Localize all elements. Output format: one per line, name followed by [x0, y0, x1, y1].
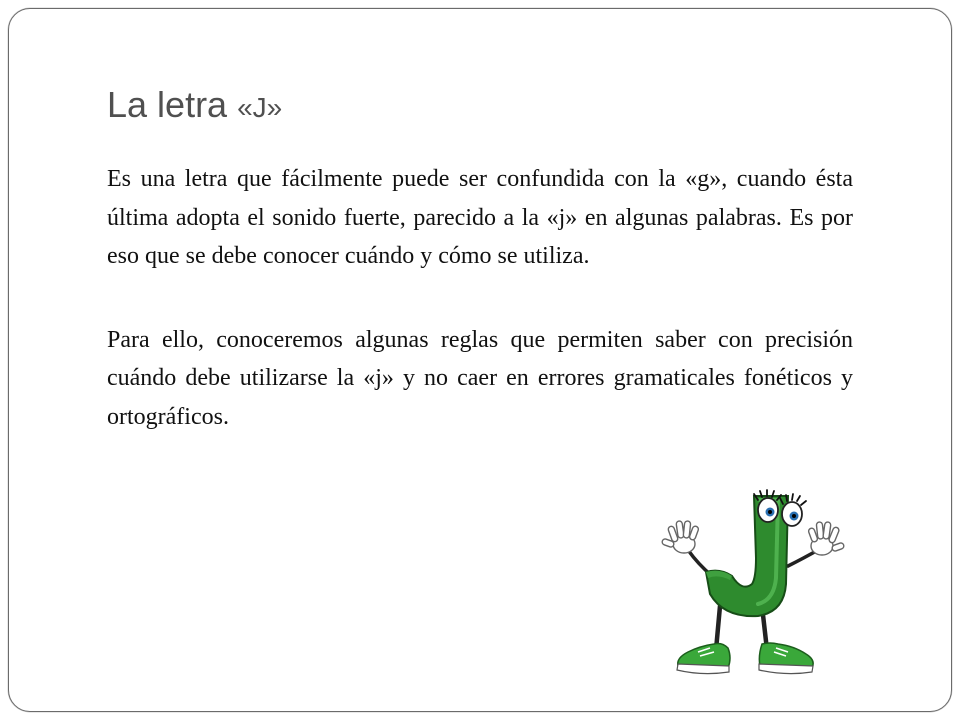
right-shoe — [759, 643, 813, 674]
left-shoe — [677, 644, 730, 674]
right-glove — [808, 522, 845, 555]
slide-title-text: La letra — [107, 84, 238, 125]
slide-title-letter: «J» — [237, 92, 283, 123]
left-glove — [661, 521, 699, 553]
slide-body — [107, 160, 853, 481]
paragraph-intro: Es una letra que fácilmente puede ser confundida con la «g», cuando ésta última adopta el sonido fuerte, parecido a la «j» en algunas palabras. Es por eso que se debe conocer cuándo y cómo se utiliza. — [107, 166, 853, 269]
letter-j-character-illustration — [650, 488, 850, 688]
slide-title — [107, 83, 282, 126]
paragraph-rules: Para ello, conoceremos algunas reglas que permiten saber con precisión cuándo debe utilizarse la «j» y no caer en errores gramaticales fonéticos y ortográficos. — [107, 326, 853, 430]
